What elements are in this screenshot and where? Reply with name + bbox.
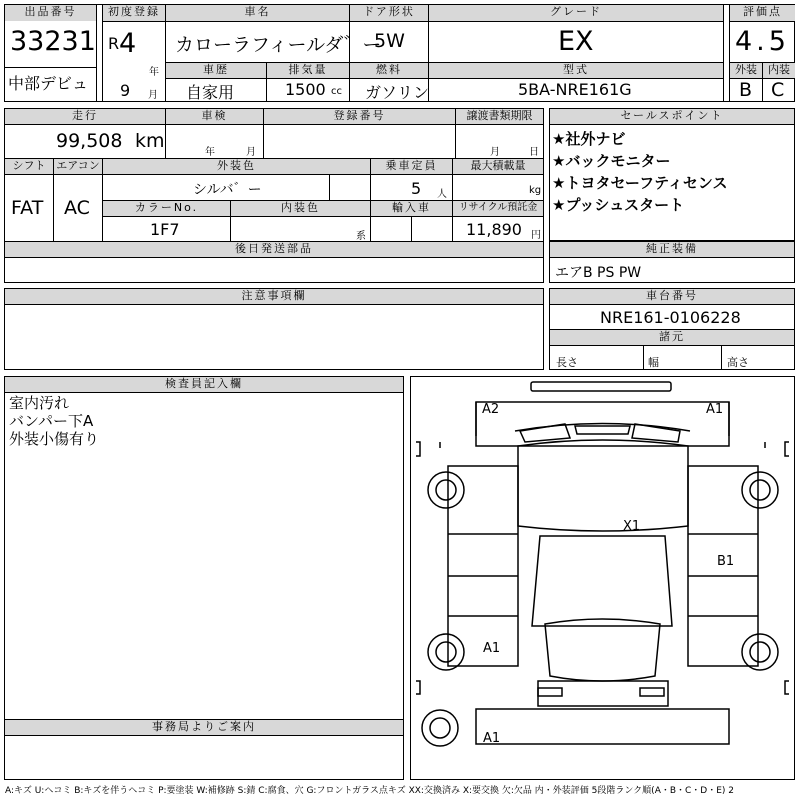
recycle-label: リサイクル預託金 — [453, 201, 543, 216]
mileage-label: 走行 — [5, 109, 165, 124]
month-unit: 月 — [148, 90, 158, 101]
transfer-label: 譲渡書類期限 — [456, 109, 543, 124]
sales-point: ★バックモニター — [552, 152, 671, 170]
inspector-notes — [9, 394, 99, 448]
car-name-label: 車名 — [166, 5, 349, 21]
lot-no-label: 出品番号 — [5, 5, 96, 21]
car-history: 自家用 — [186, 83, 235, 102]
height-label: 高さ — [727, 356, 749, 369]
ext-grade: B — [739, 79, 753, 101]
equipment-value: エアB PS PW — [555, 265, 642, 281]
car-diagram — [410, 376, 795, 780]
interior-color-label: 内装色 — [231, 201, 370, 216]
interior-color-unit: 系 — [356, 231, 366, 242]
displacement: 1500 — [285, 80, 326, 99]
max-load-label: 最大積載量 — [453, 159, 543, 174]
first-reg-label: 初度登録 — [103, 5, 165, 21]
length-label: 長さ — [556, 356, 578, 369]
int-grade: C — [771, 79, 785, 101]
displacement-unit: cc — [331, 86, 342, 97]
fuel-label: 燃料 — [350, 63, 428, 78]
exterior-color-label: 外装色 — [103, 159, 370, 174]
grade: EX — [558, 26, 594, 57]
sales-label: セールスポイント — [550, 109, 794, 124]
inspector-line: 室内汚れ — [9, 394, 70, 412]
door-label: ドア形状 — [350, 5, 428, 21]
model-code: 5BA-NRE161G — [518, 80, 632, 99]
notes-label: 注意事項欄 — [5, 289, 543, 304]
damage-mark: X1 — [623, 519, 641, 534]
displacement-label: 排気量 — [267, 63, 349, 78]
import-label: 輸入車 — [371, 201, 452, 216]
damage-mark: B1 — [717, 554, 735, 569]
capacity-label: 乗車定員 — [371, 159, 452, 174]
sales-points — [552, 128, 727, 216]
inspection-label: 車検 — [166, 109, 263, 124]
era-prefix: R — [108, 34, 120, 53]
inspector-line: バンパー下A — [9, 412, 94, 430]
grade-label: グレード — [429, 5, 723, 21]
mileage: 99,508 — [56, 130, 123, 152]
chassis-number: NRE161-0106228 — [600, 308, 741, 327]
transfer-month-unit: 月 — [490, 147, 500, 158]
dealer-name: 中部デビュ — [8, 74, 89, 93]
damage-mark: A2 — [482, 402, 500, 417]
recycle-unit: 円 — [531, 230, 541, 241]
insp-year-unit: 年 — [205, 147, 215, 158]
equipment-label: 純正装備 — [550, 242, 794, 257]
color-no-label: カラーNo. — [103, 201, 230, 216]
capacity-unit: 人 — [437, 189, 447, 200]
exterior-color: シルバ゛ー — [193, 182, 262, 198]
inspector-line: 外装小傷有り — [9, 430, 100, 448]
insp-month-unit: 月 — [246, 147, 256, 158]
legend-text: A:キズ U:ヘコミ B:キズを伴うヘコミ P:要塗装 W:補修跡 S:錆 C:腐食、穴 G:フロントガラス点キズ XX:交換済み X:要交換 欠:欠品 内・外装評価 5段階ランク順(A・B・C・D・E) 2 — [5, 786, 735, 796]
damage-mark: A1 — [483, 731, 501, 746]
ac: AC — [64, 197, 90, 219]
color-no: 1F7 — [150, 220, 180, 239]
shift: FAT — [11, 197, 44, 219]
model-label: 型式 — [429, 63, 723, 78]
lot-no: 33231 — [10, 26, 96, 57]
fuel-type: ガソリン — [365, 83, 430, 102]
later-parts-label: 後日発送部品 — [5, 242, 543, 257]
reg-no-label: 登録番号 — [264, 109, 455, 124]
score-label: 評価点 — [730, 5, 795, 21]
transfer-day-unit: 日 — [529, 147, 539, 158]
damage-mark: A1 — [706, 402, 724, 417]
reg-month: 9 — [120, 81, 131, 100]
max-load-unit: kg — [529, 185, 542, 196]
sales-point: ★トヨタセーフティセンス — [552, 174, 728, 192]
reg-year: 4 — [119, 28, 137, 59]
recycle-fee: 11,890 — [466, 220, 522, 239]
score: 4.5 — [735, 26, 790, 57]
inspector-label: 検査員記入欄 — [5, 377, 403, 392]
damage-mark: A1 — [483, 641, 501, 656]
year-unit: 年 — [149, 67, 159, 78]
ac-label: エアコン — [54, 159, 102, 174]
width-label: 幅 — [648, 356, 659, 369]
car-name: カローラフィールダ゛ー — [175, 34, 382, 56]
capacity: 5 — [411, 179, 422, 198]
int-label: 内装 — [763, 63, 795, 78]
dims-label: 諸元 — [550, 330, 794, 345]
chassis-label: 車台番号 — [550, 289, 794, 304]
history-label: 車歴 — [166, 63, 266, 78]
door-type: 5W — [374, 30, 405, 52]
mileage-unit: km — [135, 130, 165, 152]
sales-point: ★プッシュスタート — [552, 196, 685, 214]
shift-label: シフト — [5, 159, 53, 174]
ext-label: 外装 — [730, 63, 762, 78]
office-label: 事務局よりご案内 — [5, 720, 403, 735]
sales-point: ★社外ナビ — [552, 130, 626, 148]
